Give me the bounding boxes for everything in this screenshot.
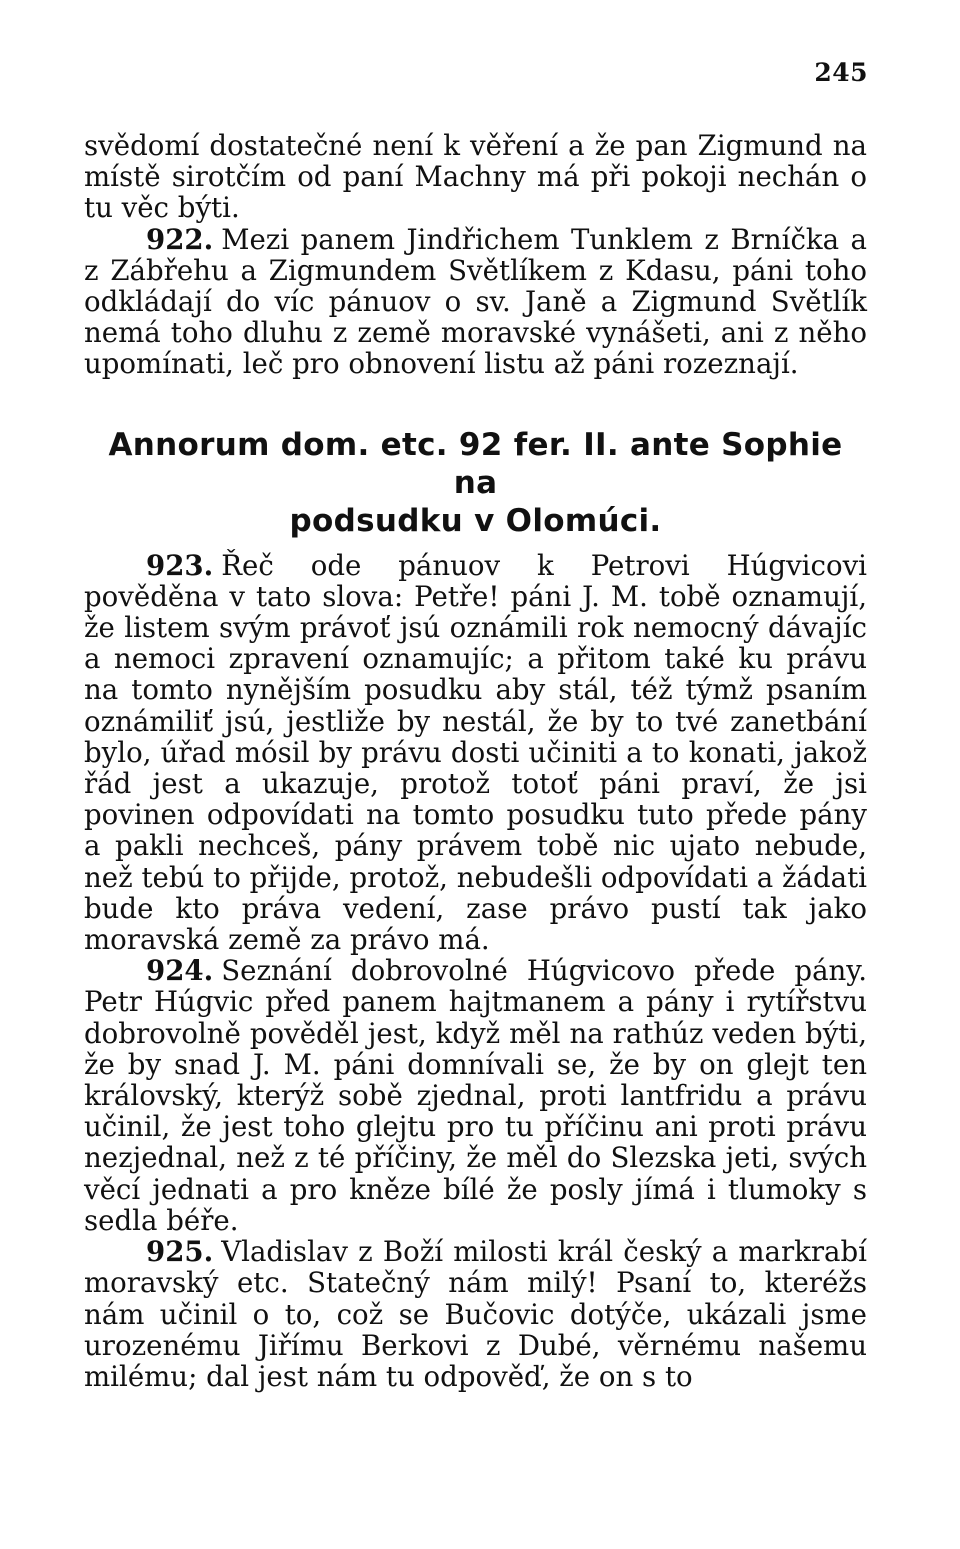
paragraph-number: 922. (146, 222, 214, 256)
paragraph-number: 925. (146, 1235, 214, 1269)
paragraph-925 (84, 1236, 867, 1392)
paragraph-text: Řeč ode pánuov k Petrovi Húgvicovi pověděna v tato slova: Petře! páni J. M. tobě oznamují, že listem svým právoť jsú oznámili rok nemocný dávajíc a nemoci zpravení oznamujíc; a přitom také ku právu na tomto nynějším posudku aby stál, též týmž psaním oznámiliť jsú, jestliže by nestál, že by to tvé zanetbání bylo, úřad mósil by právu dosti učiniti a to konati, jakož řád jest a ukazuje, protož totoť páni praví, že jsi povinen odpovídati na tomto posudku tuto přede pány a pakli nechceš, pány právem tobě nic ujato nebude, než tebú to přijde, protož, nebudešli odpovídati a žádati bude kto práva vedení, zase právo pustí tak jako moravská země za právo má. (84, 548, 867, 957)
paragraph-number: 924. (146, 954, 214, 988)
section-heading-line-2: podsudku v Olomúci. (289, 502, 662, 539)
section-heading (84, 426, 867, 540)
paragraph-922 (84, 224, 867, 380)
page-number: 245 (814, 58, 868, 87)
paragraph-number: 923. (146, 548, 214, 582)
paragraph-text: Vladislav z Boží milosti král český a markrabí moravský etc. Statečný nám milý! Psaní to, kteréžs nám učinil o to, což se Bučovic dotýče, ukázali jsme urozenému Jiřímu Berkovi z Dubé, věrnému našemu milému; dal jest nám tu odpověď, že on s to (84, 1235, 867, 1393)
paragraph-924 (84, 955, 867, 1236)
paragraph-continuation (84, 130, 867, 224)
section-heading-line-1: Annorum dom. etc. 92 fer. II. ante Sophie na (108, 426, 843, 501)
page-body (84, 130, 867, 1392)
paragraph-text: Seznání dobrovolné Húgvicovo přede pány. Petr Húgvic před panem hajtmanem a pány i rytířstvu dobrovolně pověděl jest, když měl na rathúz veden býti, že by snad J. M. páni domnívali se, že by on glejt ten královský, kterýž sobě zjednal, proti lantfridu a právu učinil, že jest toho glejtu pro tu příčinu ani proti právu nezjednal, než z té příčiny, že měl do Slezska jeti, svých věcí jednati a pro kněze bílé že posly jímá i tlumoky s sedla béře. (84, 954, 867, 1237)
paragraph-text: Mezi panem Jindřichem Tunklem z Brníčka a z Zábřehu a Zigmundem Světlíkem z Kdasu, páni toho odkládají do víc pánuov o sv. Janě a Zigmund Světlík nemá toho dluhu z země moravské vynášeti, ani z něho upomínati, leč pro obnovení listu až páni rozeznají. (84, 222, 867, 381)
paragraph-923 (84, 550, 867, 956)
paragraph-text: svědomí dostatečné není k věření a že pan Zigmund na místě sirotčím od paní Machny má při pokoji nechán o tu věc býti. (84, 129, 867, 225)
